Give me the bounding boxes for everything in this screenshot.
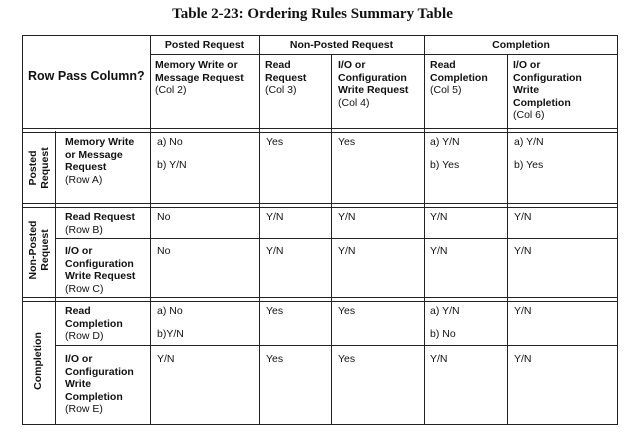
group-posted-request: Posted Request: [164, 39, 245, 51]
cell-d-col2: a) No b)Y/N: [157, 305, 184, 340]
cell-d-col3: Yes: [266, 305, 284, 317]
cell-a-col5: a) Y/N b) Yes: [430, 136, 460, 171]
table-title: Table 2-23: Ordering Rules Summary Table: [172, 6, 453, 22]
cell-d-col4: Yes: [338, 305, 356, 317]
cell-e-col3: Yes: [266, 353, 284, 365]
group-separator-2: [22, 297, 618, 302]
row-header-a: Memory Write or Message Request (Row A): [65, 136, 135, 186]
cell-a-col6: a) Y/N b) Yes: [514, 136, 544, 171]
cell-b-col3: Y/N: [266, 211, 284, 223]
cell-c-col4: Y/N: [338, 245, 356, 257]
col-header-5: Read Completion (Col 5): [430, 59, 488, 96]
row-header-c: I/O or Configuration Write Request (Row C): [65, 245, 136, 295]
row-group-non-posted-request: Non-Posted Request: [27, 220, 51, 280]
row-header-b: Read Request (Row B): [65, 211, 136, 236]
col-divider-3: [331, 54, 332, 425]
border-right: [617, 35, 618, 425]
cell-e-col6: Y/N: [514, 353, 532, 365]
row-separator-de: [55, 345, 618, 346]
row-group-completion: Completion: [32, 332, 44, 390]
cell-a-col2: a) No b) Y/N: [157, 136, 187, 171]
group-non-posted-request: Non-Posted Request: [289, 39, 394, 51]
ordering-rules-table: [22, 35, 618, 425]
cell-b-col4: Y/N: [338, 211, 356, 223]
row-group-posted-request: Posted Request: [27, 147, 51, 189]
header-divider: [22, 128, 618, 133]
cell-b-col6: Y/N: [514, 211, 532, 223]
col-divider-2: [259, 35, 260, 425]
cell-c-col3: Y/N: [266, 245, 284, 257]
row-group-divider: [55, 131, 56, 425]
border-top: [22, 35, 618, 36]
cell-a-col4: Yes: [338, 136, 356, 148]
group-divider: [150, 54, 618, 55]
group-separator-1: [22, 203, 618, 208]
cell-b-col5: Y/N: [430, 211, 448, 223]
cell-d-col6: Y/N: [514, 305, 532, 317]
cell-e-col4: Yes: [338, 353, 356, 365]
corner-label: Row Pass Column?: [28, 69, 145, 83]
col-divider-4: [424, 35, 425, 425]
row-separator-bc: [55, 238, 618, 239]
col-divider-5: [507, 54, 508, 425]
row-header-d: Read Completion (Row D): [65, 305, 123, 342]
cell-c-col2: No: [157, 245, 171, 257]
cell-e-col5: Y/N: [430, 353, 448, 365]
col-header-4: I/O or Configuration Write Request (Col 4): [338, 59, 409, 109]
cell-c-col5: Y/N: [430, 245, 448, 257]
cell-d-col5: a) Y/N b) No: [430, 305, 460, 340]
border-bottom: [22, 424, 618, 425]
row-header-e: I/O or Configuration Write Completion (Row E): [65, 353, 134, 415]
col-header-3: Read Request (Col 3): [265, 59, 307, 96]
col-header-6: I/O or Configuration Write Completion (Col 6): [513, 59, 582, 121]
col-header-2: Memory Write or Message Request (Col 2): [155, 59, 244, 96]
border-left: [22, 35, 23, 425]
group-completion: Completion: [492, 39, 550, 51]
cell-e-col2: Y/N: [157, 353, 175, 365]
col-divider-1: [150, 35, 151, 425]
cell-b-col2: No: [157, 211, 171, 223]
cell-c-col6: Y/N: [514, 245, 532, 257]
cell-a-col3: Yes: [266, 136, 284, 148]
